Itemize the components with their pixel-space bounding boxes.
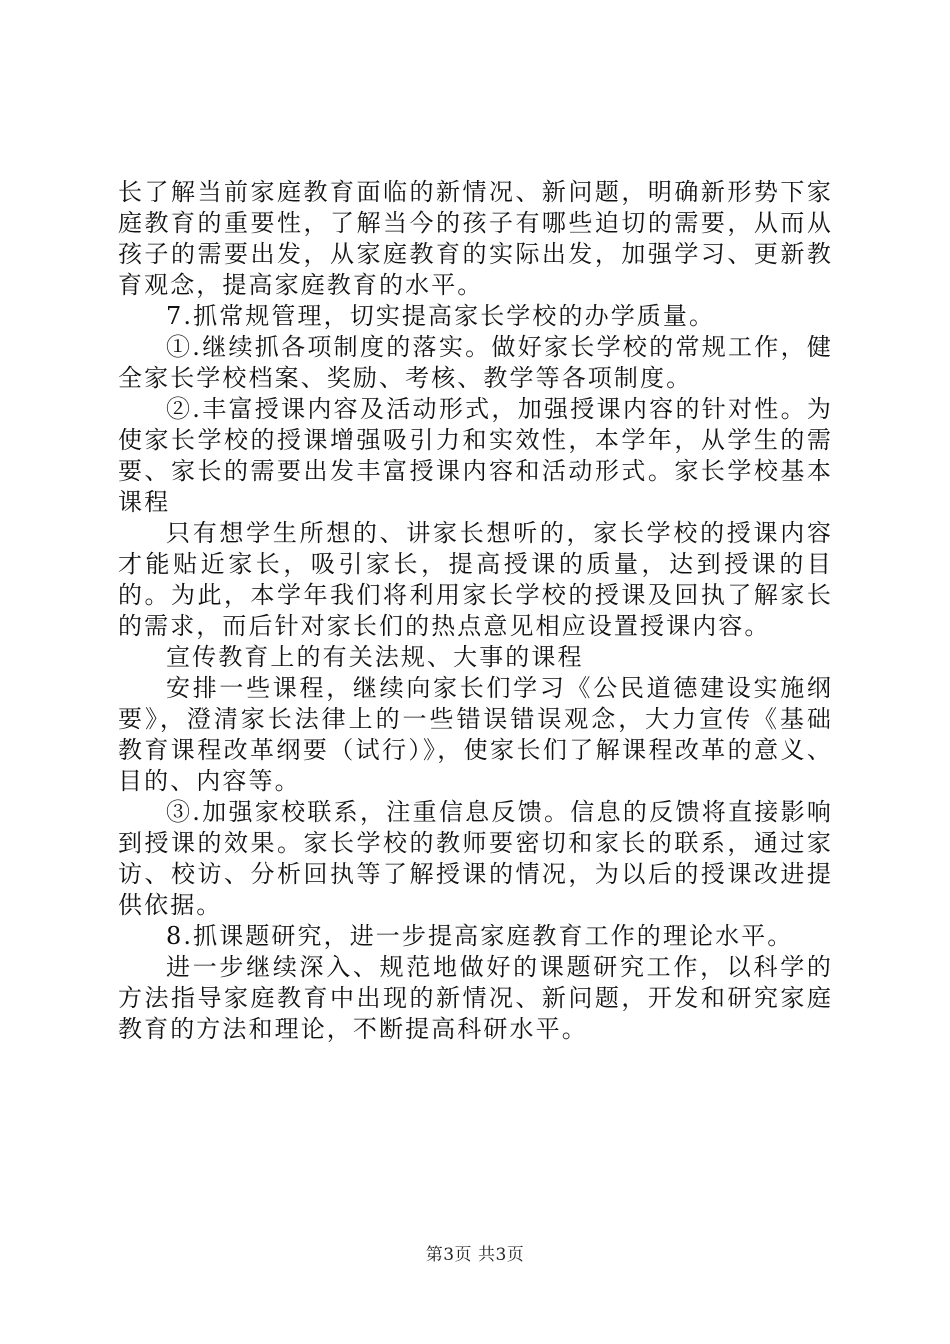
paragraph: 长了解当前家庭教育面临的新情况、新问题，明确新形势下家庭教育的重要性，了解当今的孩子有哪些迫切的需要，从而从孩子的需要出发，从家庭教育的实际出发，加强学习、更新教育观念，提高家庭教育的水平。 [118, 178, 833, 299]
paragraph: ③.加强家校联系，注重信息反馈。信息的反馈将直接影响到授课的效果。家长学校的教师要密切和家长的联系，通过家访、校访、分析回执等了解授课的情况，为以后的授课改进提供依据。 [118, 798, 833, 919]
paragraph: 8.抓课题研究，进一步提高家庭教育工作的理论水平。 [166, 922, 794, 950]
paragraph: 安排一些课程，继续向家长们学习《公民道德建设实施纲要》，澄清家长法律上的一些错误错误观念，大力宣传《基础教育课程改革纲要（试行）》，使家长们了解课程改革的意义、目的、内容等。 [118, 674, 833, 795]
paragraph: ②.丰富授课内容及活动形式，加强授课内容的针对性。为使家长学校的授课增强吸引力和实效性，本学年，从学生的需要、家长的需要出发丰富授课内容和活动形式。家长学校基本课程 [118, 395, 833, 516]
paragraph: 只有想学生所想的、讲家长想听的，家长学校的授课内容才能贴近家长，吸引家长，提高授课的质量，达到授课的目的。为此，本学年我们将利用家长学校的授课及回执了解家长的需求，而后针对家长们的热点意见相应设置授课内容。 [118, 519, 833, 640]
paragraph: 进一步继续深入、规范地做好的课题研究工作，以科学的方法指导家庭教育中出现的新情况、新问题，开发和研究家庭教育的方法和理论，不断提高科研水平。 [118, 953, 833, 1043]
paragraph: ①.继续抓各项制度的落实。做好家长学校的常规工作，健全家长学校档案、奖励、考核、教学等各项制度。 [118, 333, 833, 392]
paragraph: 7.抓常规管理，切实提高家长学校的办学质量。 [166, 302, 716, 330]
paragraph: 宣传教育上的有关法规、大事的课程 [166, 643, 584, 671]
page-number-footer: 第3页 共3页 [425, 1245, 525, 1265]
document-body [118, 177, 833, 1045]
